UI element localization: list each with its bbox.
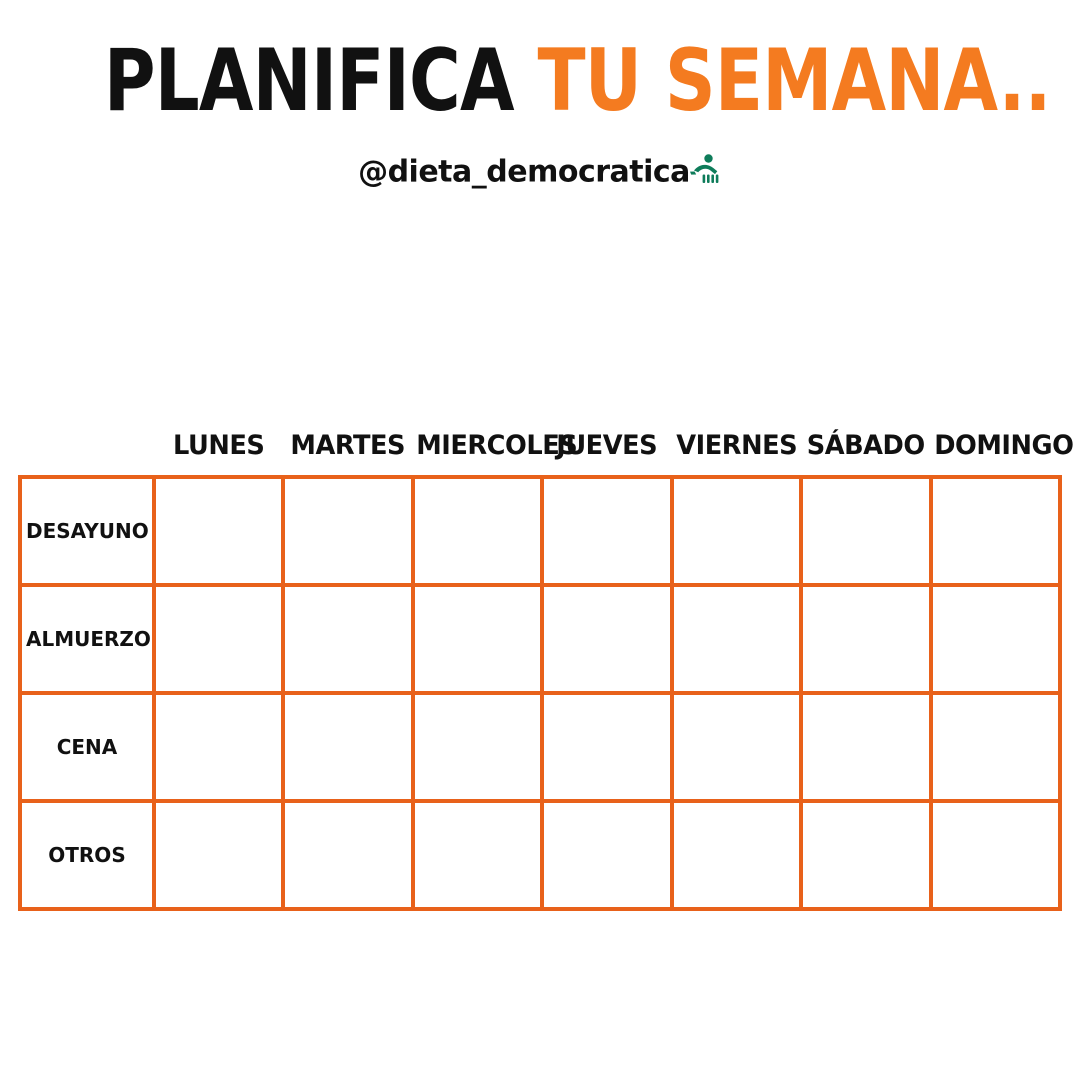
- meal-label-otros: OTROS: [20, 801, 154, 909]
- planner-table: [18, 430, 1073, 911]
- cell-desayuno-domingo[interactable]: [931, 477, 1060, 585]
- day-header-martes: MARTES: [290, 430, 406, 461]
- page-title: [0, 31, 1080, 131]
- table-row: [20, 585, 1060, 693]
- page-title-primary: PLANIFICA: [103, 31, 538, 131]
- day-header-jueves: JUEVES: [556, 430, 658, 461]
- day-header-domingo: DOMINGO: [933, 430, 1073, 461]
- day-header-lunes: LUNES: [173, 430, 265, 461]
- cell-almuerzo-lunes[interactable]: [154, 585, 283, 693]
- cell-otros-sabado[interactable]: [801, 801, 930, 909]
- planner-corner-cell: [20, 430, 154, 477]
- account-handle: [0, 152, 1080, 192]
- cell-desayuno-martes[interactable]: [283, 477, 412, 585]
- day-header-sabado: SÁBADO: [806, 430, 925, 461]
- planner-header-row: [20, 430, 1060, 477]
- cell-desayuno-lunes[interactable]: [154, 477, 283, 585]
- cell-otros-viernes[interactable]: [672, 801, 801, 909]
- cell-almuerzo-miercoles[interactable]: [413, 585, 542, 693]
- table-row: [20, 477, 1060, 585]
- day-header-viernes: VIERNES: [675, 430, 797, 461]
- cell-almuerzo-martes[interactable]: [283, 585, 412, 693]
- cell-almuerzo-sabado[interactable]: [801, 585, 930, 693]
- page-title-accent: TU SEMANA..: [537, 31, 1051, 131]
- meal-label-cena: CENA: [20, 693, 154, 801]
- cell-almuerzo-domingo[interactable]: [931, 585, 1060, 693]
- cell-almuerzo-jueves[interactable]: [542, 585, 671, 693]
- cell-otros-domingo[interactable]: [931, 801, 1060, 909]
- cell-otros-miercoles[interactable]: [413, 801, 542, 909]
- cell-almuerzo-viernes[interactable]: [672, 585, 801, 693]
- cell-cena-martes[interactable]: [283, 693, 412, 801]
- meal-label-desayuno: DESAYUNO: [20, 477, 154, 585]
- cell-cena-sabado[interactable]: [801, 693, 930, 801]
- cell-desayuno-miercoles[interactable]: [413, 477, 542, 585]
- cell-desayuno-sabado[interactable]: [801, 477, 930, 585]
- person-exercising-icon: [688, 152, 722, 189]
- cell-cena-viernes[interactable]: [672, 693, 801, 801]
- table-row: [20, 693, 1060, 801]
- cell-desayuno-jueves[interactable]: [542, 477, 671, 585]
- account-handle-text: @dieta_democratica: [358, 154, 690, 190]
- weekly-meal-planner: [18, 430, 1073, 911]
- table-row: [20, 801, 1060, 909]
- cell-cena-jueves[interactable]: [542, 693, 671, 801]
- cell-otros-jueves[interactable]: [542, 801, 671, 909]
- cell-otros-lunes[interactable]: [154, 801, 283, 909]
- cell-cena-lunes[interactable]: [154, 693, 283, 801]
- meal-label-almuerzo: ALMUERZO: [20, 585, 154, 693]
- cell-cena-domingo[interactable]: [931, 693, 1060, 801]
- cell-cena-miercoles[interactable]: [413, 693, 542, 801]
- cell-desayuno-viernes[interactable]: [672, 477, 801, 585]
- day-header-miercoles: MIERCOLES: [416, 430, 578, 461]
- cell-otros-martes[interactable]: [283, 801, 412, 909]
